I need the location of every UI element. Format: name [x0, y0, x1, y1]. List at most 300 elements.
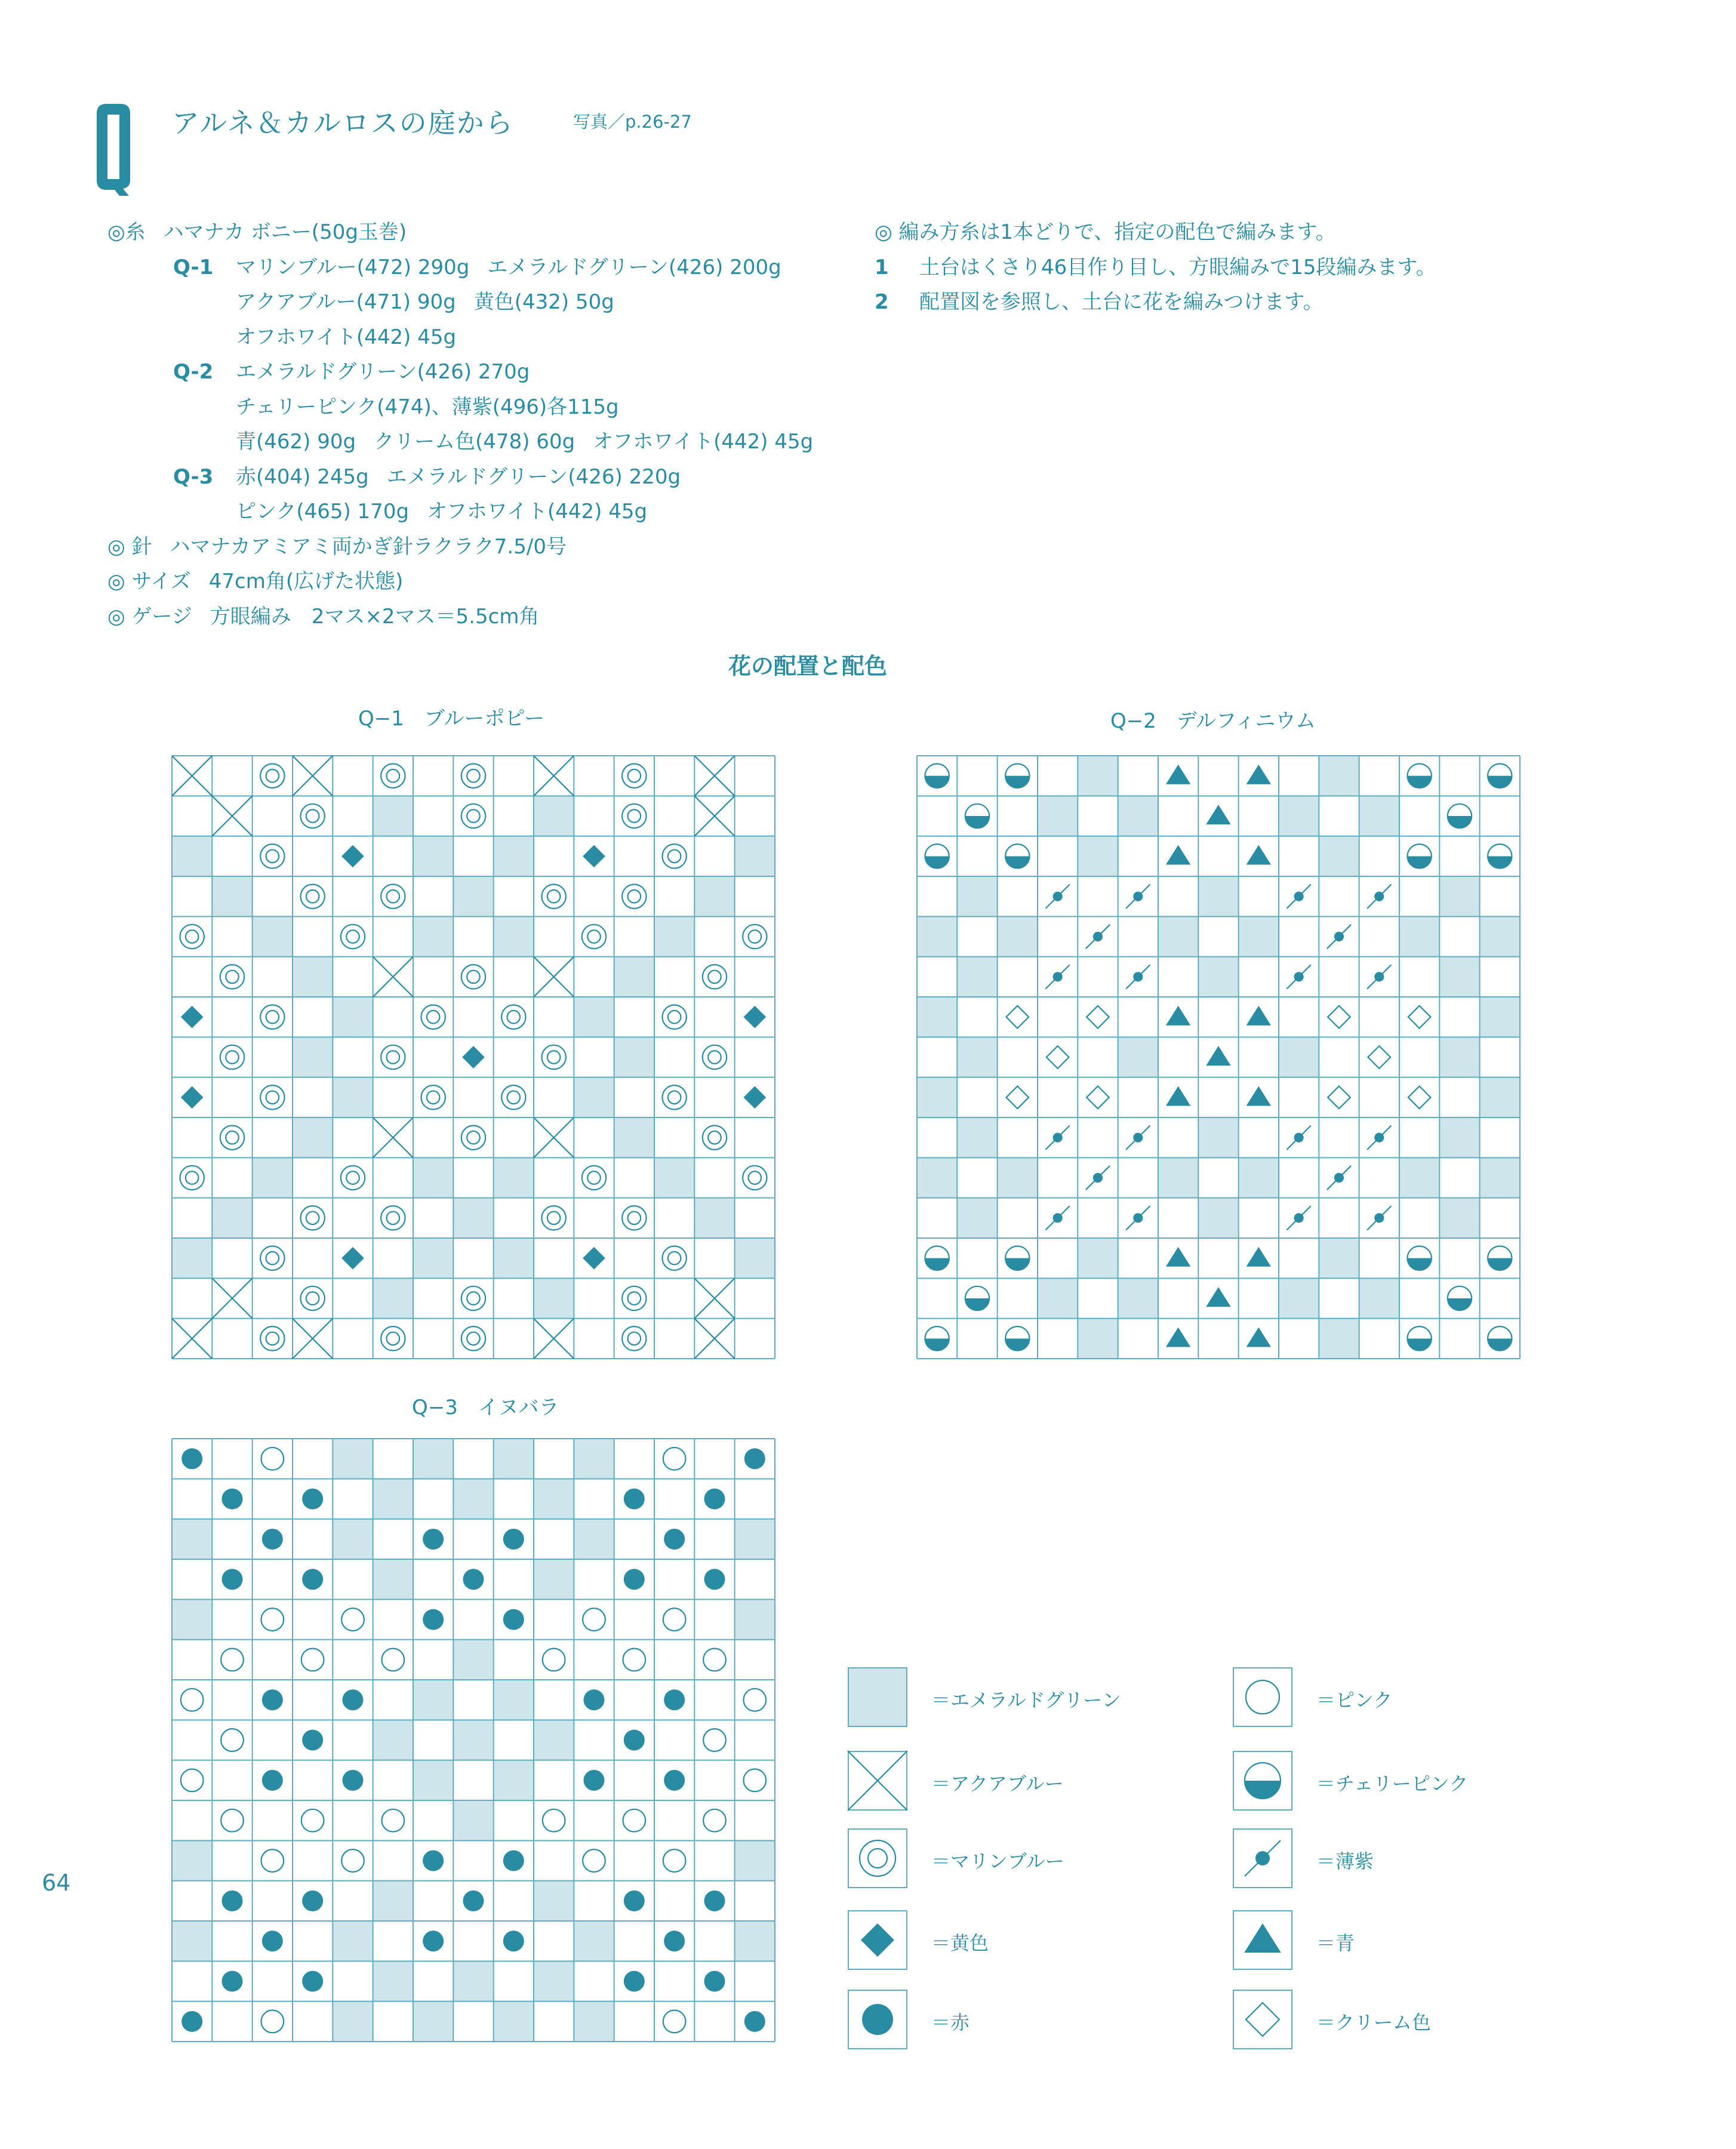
emerald-green-fill-cell	[453, 1800, 493, 1840]
cream-open-diamond-icon	[1086, 1006, 1109, 1029]
red-dot-icon	[583, 1770, 604, 1791]
red-dot-icon	[624, 1729, 645, 1750]
pink-circle-icon	[663, 2010, 686, 2033]
emerald-green-fill-cell	[1078, 1238, 1118, 1278]
emerald-green-fill-cell	[453, 1479, 493, 1519]
aqua-blue-x-icon	[212, 796, 252, 836]
marine-blue-double-circle-icon	[622, 1326, 646, 1350]
materials-list	[107, 215, 813, 634]
chart-title-q2: Q−2 デルフィニウム	[1110, 709, 1316, 733]
legend-swatch-x	[848, 1751, 907, 1811]
lilac-slash-dot-icon	[1045, 1125, 1069, 1149]
marine-blue-double-circle-icon	[582, 925, 606, 949]
marine-blue-double-circle-icon	[381, 1045, 405, 1069]
needle-label: ◎ 針	[107, 534, 152, 559]
emerald-green-fill-cell	[172, 1921, 212, 1961]
cherry-pink-half-circle-icon	[1488, 763, 1512, 787]
cherry-pink-half-circle-icon	[1005, 1246, 1029, 1270]
emerald-green-fill-cell	[1399, 1157, 1439, 1197]
emerald-green-fill-cell	[293, 1037, 333, 1077]
aqua-blue-x-icon	[212, 1278, 252, 1318]
q1-line-5: オフホワイト(442) 45g	[236, 325, 457, 349]
blue-triangle-icon	[1206, 805, 1230, 824]
emerald-green-fill-cell	[413, 836, 453, 876]
emerald-green-fill-cell	[413, 2002, 453, 2042]
emerald-green-fill-cell	[1480, 1157, 1520, 1197]
emerald-green-fill-cell	[534, 796, 574, 836]
emerald-green-fill-cell	[1319, 1238, 1359, 1278]
legend-swatch-dot	[848, 1990, 907, 2049]
pink-circle-icon	[301, 1809, 324, 1832]
pink-circle-icon	[221, 1648, 244, 1671]
emerald-green-fill-cell	[534, 1479, 574, 1519]
emerald-green-fill-cell	[957, 957, 997, 997]
cherry-pink-half-circle-icon	[965, 1286, 989, 1310]
pink-circle-icon	[181, 1689, 204, 1711]
emerald-green-fill-cell	[574, 1921, 614, 1961]
emerald-green-fill-cell	[1279, 1278, 1319, 1318]
blue-triangle-icon	[1166, 1086, 1190, 1106]
red-dot-icon	[503, 1609, 524, 1630]
legend-swatch-open-diamond	[1233, 1990, 1292, 2049]
emerald-green-fill-cell	[494, 836, 534, 876]
blue-triangle-icon	[1206, 1287, 1230, 1307]
emerald-green-fill-cell	[694, 876, 734, 916]
emerald-green-fill-cell	[998, 916, 1038, 956]
red-dot-icon	[262, 1770, 283, 1791]
emerald-green-fill-cell	[172, 1599, 212, 1639]
emerald-green-fill-cell	[1158, 916, 1198, 956]
red-dot-icon	[302, 1569, 323, 1590]
red-dot-icon	[744, 1448, 765, 1469]
legend-label: ＝赤	[931, 2011, 970, 2034]
pink-circle-icon	[261, 2010, 284, 2033]
emerald-green-fill-cell	[453, 1640, 493, 1680]
emerald-green-fill-cell	[333, 1921, 373, 1961]
yellow-diamond-icon	[462, 1046, 485, 1069]
lilac-slash-dot-icon	[1126, 884, 1150, 908]
cream-open-diamond-icon	[1046, 1046, 1069, 1069]
cream-open-diamond-icon	[1328, 1006, 1350, 1029]
marine-blue-double-circle-icon	[300, 804, 324, 828]
blue-triangle-icon	[1246, 1327, 1271, 1347]
red-dot-icon	[583, 1689, 604, 1710]
red-dot-icon	[342, 1770, 363, 1791]
yarn-name: ハマナカ ボニー(50g玉巻)	[163, 220, 407, 244]
q2-line-1: エメラルドグリーン(426) 270g	[236, 360, 530, 384]
emerald-green-fill-cell	[333, 2002, 373, 2042]
red-dot-icon	[262, 1529, 283, 1550]
marine-blue-double-circle-icon	[743, 1166, 767, 1190]
yellow-diamond-icon	[341, 1247, 364, 1270]
aqua-blue-x-icon	[848, 1751, 907, 1811]
emerald-green-fill-cell	[494, 1680, 534, 1720]
emerald-green-fill-cell	[373, 1881, 413, 1921]
cherry-pink-half-circle-icon	[1407, 844, 1431, 868]
blue-triangle-icon	[1206, 1046, 1230, 1066]
emerald-green-fill-cell	[614, 1117, 654, 1157]
marine-blue-double-circle-icon	[461, 965, 485, 989]
emerald-green-fill-cell	[373, 796, 413, 836]
aqua-blue-x-icon	[694, 1278, 734, 1318]
cherry-pink-half-circle-icon	[1488, 1326, 1512, 1350]
cherry-pink-half-circle-icon	[1407, 1326, 1431, 1350]
marine-blue-double-circle-icon	[421, 1085, 445, 1109]
marine-blue-double-circle-icon	[220, 1125, 244, 1149]
marine-blue-double-circle-icon	[381, 763, 405, 787]
pink-circle-icon	[583, 1608, 605, 1631]
red-dot-icon	[423, 1529, 444, 1550]
emerald-green-fill-cell	[453, 1961, 493, 2001]
emerald-green-fill-cell	[574, 1077, 614, 1117]
emerald-green-fill-cell	[333, 1439, 373, 1479]
blue-triangle-icon	[1246, 1247, 1271, 1267]
emerald-green-fill-cell	[957, 876, 997, 916]
marine-blue-double-circle-icon	[381, 1206, 405, 1230]
q2-line-4: クリーム色(478) 60g	[374, 430, 575, 454]
red-dot-icon	[262, 1689, 283, 1710]
emerald-green-fill-cell	[1118, 1278, 1158, 1318]
emerald-green-fill-cell	[574, 1439, 614, 1479]
emerald-green-fill-cell	[1038, 796, 1078, 836]
lilac-slash-dot-icon	[1126, 1206, 1150, 1230]
red-dot-icon	[704, 1569, 725, 1590]
legend-label: ＝アクアブルー	[931, 1772, 1064, 1795]
page-number: 64	[42, 1870, 71, 1896]
cream-open-diamond-icon	[1408, 1006, 1431, 1029]
emerald-green-fill-cell	[1480, 1077, 1520, 1117]
emerald-green-fill-cell	[1158, 1157, 1198, 1197]
red-dot-icon	[221, 1891, 242, 1911]
legend-label: ＝青	[1316, 1932, 1355, 1954]
pink-circle-icon	[663, 1608, 686, 1631]
lilac-slash-dot-icon	[1286, 884, 1310, 908]
blue-triangle-icon	[1166, 1247, 1190, 1267]
lilac-slash-dot-icon	[1286, 1206, 1310, 1230]
emerald-green-fill-cell	[494, 1238, 534, 1278]
pink-circle-icon	[261, 1849, 284, 1872]
emerald-green-fill-cell	[453, 1198, 493, 1238]
pattern-title: アルネ＆カルロスの庭から	[172, 107, 514, 139]
emerald-green-fill-cell	[373, 1559, 413, 1599]
emerald-green-fill-cell	[534, 1278, 574, 1318]
marine-blue-double-circle-icon	[461, 1326, 485, 1350]
aqua-blue-x-icon	[534, 957, 574, 997]
section-title: 花の配置と配色	[728, 653, 888, 679]
red-dot-icon	[704, 1891, 725, 1911]
emerald-green-fill-cell	[494, 2002, 534, 2042]
lilac-slash-dot-icon	[1367, 965, 1391, 989]
emerald-green-fill-cell	[172, 836, 212, 876]
emerald-green-fill-cell	[735, 1599, 775, 1639]
lilac-slash-dot-icon	[1327, 925, 1351, 949]
emerald-green-fill-cell	[1439, 957, 1479, 997]
cherry-pink-half-circle-icon	[1005, 1326, 1029, 1350]
red-dot-icon	[503, 1850, 524, 1871]
marine-blue-double-circle-icon	[622, 763, 646, 787]
emerald-green-fill-cell	[957, 1117, 997, 1157]
pink-circle-icon	[703, 1729, 726, 1751]
marine-blue-double-circle-icon	[341, 1166, 365, 1190]
marine-blue-double-circle-icon	[180, 925, 204, 949]
legend-swatch-triangle	[1233, 1910, 1292, 1970]
emerald-green-fill-cell	[614, 957, 654, 997]
yellow-diamond-icon	[181, 1086, 204, 1109]
yarn-label: ◎糸	[107, 220, 146, 244]
red-dot-icon	[862, 2004, 893, 2035]
emerald-green-fill-cell	[494, 1439, 534, 1479]
emerald-green-fill-cell	[1439, 1117, 1479, 1157]
marine-blue-double-circle-icon	[381, 1326, 405, 1350]
blue-triangle-icon	[1244, 1923, 1281, 1953]
aqua-blue-x-icon	[293, 1319, 333, 1359]
emerald-green-fill-cell	[1279, 796, 1319, 836]
emerald-green-fill-cell	[172, 1238, 212, 1278]
pink-circle-icon	[341, 1608, 364, 1631]
pink-circle-icon	[381, 1648, 404, 1671]
emerald-green-fill-cell	[1439, 876, 1479, 916]
step-number: 2	[875, 290, 889, 314]
blue-triangle-icon	[1246, 845, 1271, 864]
chart-q3-grid	[172, 1439, 775, 2042]
red-dot-icon	[664, 1689, 685, 1710]
q2-key: Q-2	[173, 360, 214, 384]
marine-blue-double-circle-icon	[541, 884, 565, 908]
q1-key: Q-1	[173, 255, 214, 279]
blue-triangle-icon	[1246, 1006, 1271, 1026]
emerald-green-fill-cell	[957, 1037, 997, 1077]
legend-swatch-circle	[1233, 1667, 1292, 1727]
blue-triangle-icon	[1166, 1327, 1190, 1347]
aqua-blue-x-icon	[172, 756, 212, 796]
marine-blue-double-circle-icon	[220, 1045, 244, 1069]
pink-circle-icon	[1246, 1680, 1279, 1714]
pink-circle-icon	[221, 1729, 244, 1751]
cherry-pink-half-circle-icon	[1407, 763, 1431, 787]
marine-blue-double-circle-icon	[501, 1005, 525, 1029]
emerald-green-fill-cell	[413, 1157, 453, 1197]
red-dot-icon	[664, 1529, 685, 1550]
emerald-green-fill-cell	[534, 1961, 574, 2001]
marine-blue-double-circle-icon	[220, 965, 244, 989]
emerald-green-fill-cell	[1239, 1157, 1279, 1197]
pink-circle-icon	[583, 1849, 605, 1872]
lilac-slash-dot-icon	[1367, 884, 1391, 908]
red-dot-icon	[463, 1569, 484, 1590]
aqua-blue-x-icon	[172, 1319, 212, 1359]
emerald-green-fill-cell	[957, 1198, 997, 1238]
emerald-green-fill-cell	[253, 916, 293, 956]
needle-value: ハマナカアミアミ両かぎ針ラクラク7.5/0号	[170, 534, 567, 559]
pink-circle-icon	[623, 1809, 645, 1832]
emerald-green-fill-cell	[494, 1157, 534, 1197]
legend-label: ＝チェリーピンク	[1316, 1772, 1469, 1795]
red-dot-icon	[624, 1488, 645, 1509]
marine-blue-double-circle-icon	[622, 804, 646, 828]
emerald-green-fill-cell	[494, 1760, 534, 1800]
emerald-green-fill-cell	[614, 1037, 654, 1077]
pink-circle-icon	[663, 1448, 686, 1470]
emerald-green-fill-cell	[1118, 1037, 1158, 1077]
cherry-pink-half-circle-icon	[1448, 1286, 1472, 1310]
lilac-slash-dot-icon	[1045, 1206, 1069, 1230]
q3-key: Q-3	[173, 464, 214, 489]
step-text: 土台はくさり46目作り目し、方眼編みで15段編みます。	[919, 255, 1436, 279]
legend-label: ＝ピンク	[1316, 1689, 1393, 1711]
marine-blue-double-circle-icon	[461, 763, 485, 787]
red-dot-icon	[624, 1569, 645, 1590]
cherry-pink-half-circle-icon	[1245, 1763, 1281, 1799]
legend-swatch-half-circle	[1233, 1751, 1292, 1811]
red-dot-icon	[503, 1931, 524, 1951]
step-number: 1	[875, 255, 889, 279]
lilac-slash-dot-icon	[1045, 965, 1069, 989]
emerald-green-fill-cell	[494, 916, 534, 956]
method-label: ◎ 編み方	[875, 220, 960, 244]
emerald-green-fill-cell	[333, 1519, 373, 1559]
q3-line-1: 赤(404) 245g	[236, 464, 369, 489]
pink-circle-icon	[623, 1648, 645, 1671]
q3-line-2: エメラルドグリーン(426) 220g	[386, 464, 681, 489]
marine-blue-double-circle-icon	[300, 1286, 324, 1310]
cream-open-diamond-icon	[1246, 2003, 1279, 2036]
yellow-diamond-icon	[861, 1923, 894, 1957]
red-dot-icon	[221, 1971, 242, 1991]
pink-circle-icon	[261, 1448, 284, 1470]
yellow-diamond-icon	[583, 845, 605, 867]
red-dot-icon	[302, 1488, 323, 1509]
cream-open-diamond-icon	[1086, 1086, 1109, 1109]
emerald-green-fill-cell	[1279, 1037, 1319, 1077]
method-section	[875, 215, 1436, 320]
red-dot-icon	[423, 1850, 444, 1871]
emerald-green-fill-cell	[413, 1238, 453, 1278]
pink-circle-icon	[663, 1849, 686, 1872]
red-dot-icon	[342, 1689, 363, 1710]
emerald-green-fill-cell	[212, 876, 252, 916]
q2-line-3: 青(462) 90g	[236, 430, 356, 454]
cherry-pink-half-circle-icon	[925, 1326, 949, 1350]
red-dot-icon	[503, 1529, 524, 1550]
pink-circle-icon	[381, 1809, 404, 1832]
marine-blue-double-circle-icon	[180, 1166, 204, 1190]
q3-line-3: ピンク(465) 170g	[236, 500, 410, 524]
size-value: 47cm角(広げた状態)	[208, 569, 404, 593]
marine-blue-double-circle-icon	[260, 1246, 284, 1270]
red-dot-icon	[302, 1971, 323, 1991]
emerald-green-fill-cell	[574, 2002, 614, 2042]
emerald-green-fill-cell	[453, 1720, 493, 1760]
yellow-diamond-icon	[743, 1006, 766, 1029]
chart-title-q3: Q−3 イヌバラ	[412, 1396, 559, 1420]
marine-blue-double-circle-icon	[260, 763, 284, 787]
emerald-green-fill-cell	[1359, 1278, 1399, 1318]
aqua-blue-x-icon	[694, 1319, 734, 1359]
emerald-green-fill-cell	[917, 997, 957, 1037]
blue-triangle-icon	[1166, 845, 1190, 864]
lilac-slash-dot-icon	[1286, 965, 1310, 989]
red-dot-icon	[624, 1891, 645, 1911]
marine-blue-double-circle-icon	[703, 1125, 727, 1149]
lilac-slash-dot-icon	[1367, 1125, 1391, 1149]
emerald-green-fill-cell	[1319, 1319, 1359, 1359]
aqua-blue-x-icon	[534, 1319, 574, 1359]
blue-triangle-icon	[1166, 765, 1190, 784]
marine-blue-double-circle-icon	[622, 884, 646, 908]
legend-label: ＝マリンブルー	[931, 1850, 1064, 1873]
emerald-green-fill-cell	[534, 1559, 574, 1599]
emerald-green-fill-cell	[373, 1479, 413, 1519]
emerald-green-fill-cell	[1319, 756, 1359, 796]
emerald-green-fill-cell	[172, 1840, 212, 1880]
emerald-green-fill-cell	[735, 1238, 775, 1278]
red-dot-icon	[744, 2011, 765, 2032]
cherry-pink-half-circle-icon	[1488, 1246, 1512, 1270]
emerald-green-fill-cell	[574, 1519, 614, 1559]
red-dot-icon	[704, 1971, 725, 1991]
pink-circle-icon	[221, 1809, 244, 1832]
marine-blue-double-circle-icon	[461, 1286, 485, 1310]
section-letter-q	[90, 101, 137, 197]
chart-q2-grid	[917, 756, 1520, 1359]
cream-open-diamond-icon	[1328, 1086, 1350, 1109]
emerald-green-fill-cell	[1038, 1278, 1078, 1318]
aqua-blue-x-icon	[373, 1117, 413, 1157]
aqua-blue-x-icon	[534, 1117, 574, 1157]
emerald-green-fill-cell	[1480, 916, 1520, 956]
marine-blue-double-circle-icon	[662, 1005, 686, 1029]
emerald-green-fill-cell	[293, 1117, 333, 1157]
pink-circle-icon	[743, 1689, 766, 1711]
red-dot-icon	[423, 1931, 444, 1951]
legend-swatch-square	[848, 1667, 907, 1727]
step-text: 配置図を参照し、土台に花を編みつけます。	[919, 290, 1323, 314]
emerald-green-fill-cell	[654, 916, 694, 956]
marine-blue-double-circle-icon	[860, 1840, 895, 1876]
pink-circle-icon	[301, 1648, 324, 1671]
red-dot-icon	[221, 1569, 242, 1590]
pink-circle-icon	[543, 1809, 565, 1832]
cherry-pink-half-circle-icon	[925, 844, 949, 868]
q2-line-5: オフホワイト(442) 45g	[593, 430, 814, 454]
emerald-green-fill-cell	[212, 1198, 252, 1238]
emerald-green-fill-cell	[1078, 1319, 1118, 1359]
cream-open-diamond-icon	[1006, 1006, 1029, 1029]
emerald-green-fill-cell	[574, 997, 614, 1037]
emerald-green-fill-cell	[253, 1157, 293, 1197]
emerald-green-fill-cell	[654, 1157, 694, 1197]
emerald-green-fill-cell	[917, 1077, 957, 1117]
marine-blue-double-circle-icon	[501, 1085, 525, 1109]
emerald-green-fill-cell	[172, 1519, 212, 1559]
cherry-pink-half-circle-icon	[1488, 844, 1512, 868]
q1-line-1: マリンブルー(472) 290g	[236, 255, 470, 279]
emerald-green-fill-cell	[1399, 916, 1439, 956]
emerald-green-fill-cell	[917, 1157, 957, 1197]
lilac-slash-dot-icon	[1086, 1166, 1110, 1190]
red-dot-icon	[664, 1931, 685, 1951]
size-label: ◎ サイズ	[107, 569, 191, 593]
gauge-value: 方眼編み 2マス×2マス＝5.5cm角	[210, 604, 540, 629]
cherry-pink-half-circle-icon	[965, 804, 989, 828]
marine-blue-double-circle-icon	[703, 1045, 727, 1069]
cherry-pink-half-circle-icon	[925, 763, 949, 787]
cherry-pink-half-circle-icon	[1005, 844, 1029, 868]
marine-blue-double-circle-icon	[260, 1326, 284, 1350]
emerald-green-fill-cell	[453, 876, 493, 916]
marine-blue-double-circle-icon	[300, 1206, 324, 1230]
emerald-green-fill-cell	[735, 1840, 775, 1880]
